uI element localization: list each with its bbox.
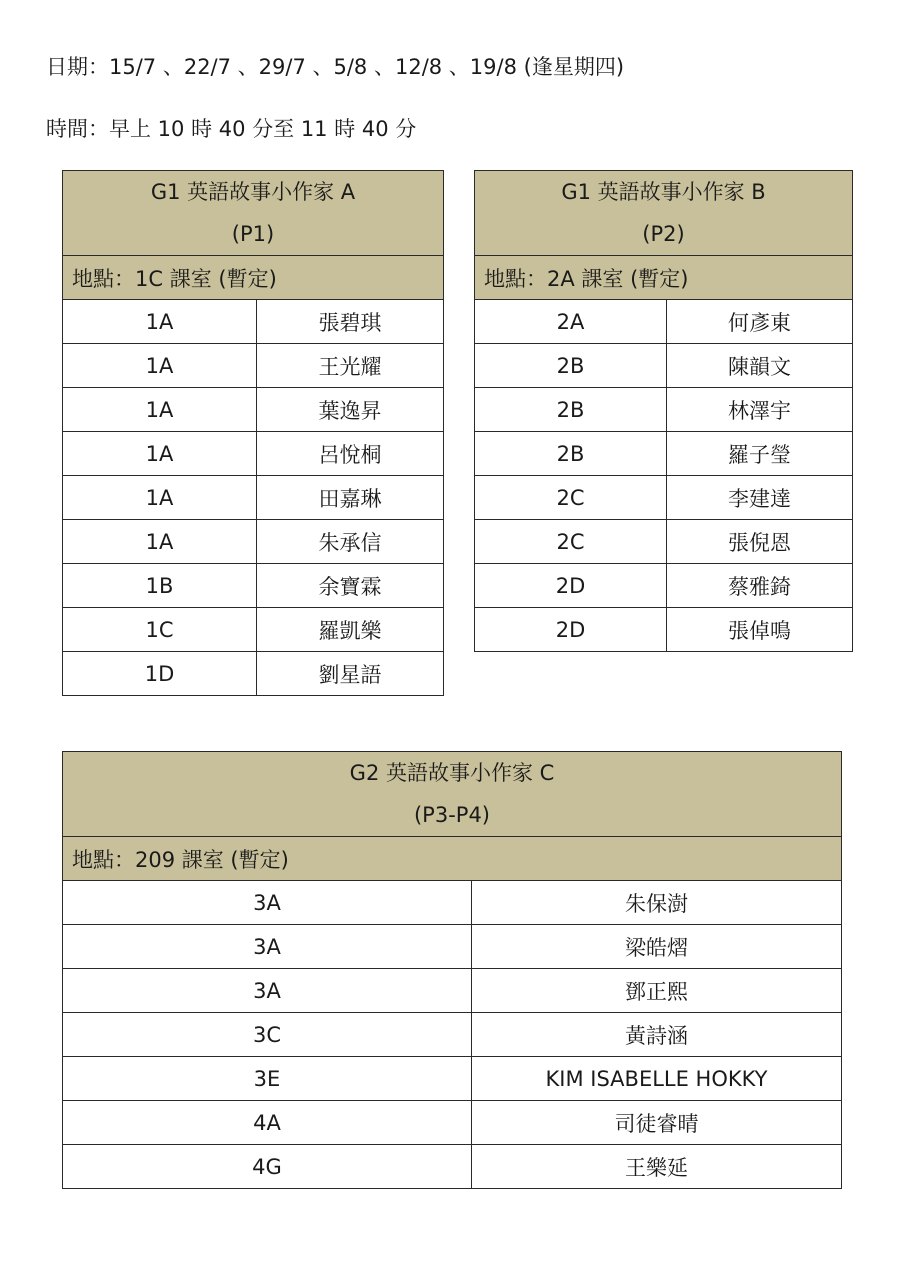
group-title: G1 英語故事小作家 B xyxy=(561,180,766,204)
student-class: 1B xyxy=(63,564,257,608)
student-row xyxy=(63,520,444,564)
group-level: (P2) xyxy=(642,222,685,246)
student-class: 1C xyxy=(63,608,257,652)
student-name: 蔡雅錡 xyxy=(667,564,853,608)
student-name: KIM ISABELLE HOKKY xyxy=(472,1057,842,1101)
student-row xyxy=(63,608,444,652)
student-name: 田嘉琳 xyxy=(257,476,444,520)
student-name: 鄧正熙 xyxy=(472,969,842,1013)
student-name: 司徒睿晴 xyxy=(472,1101,842,1145)
student-class: 3A xyxy=(63,881,472,925)
group-header xyxy=(63,752,842,837)
student-row xyxy=(475,300,853,344)
student-class: 3E xyxy=(63,1057,472,1101)
student-name: 李建達 xyxy=(667,476,853,520)
student-name: 朱保澍 xyxy=(472,881,842,925)
student-row xyxy=(63,432,444,476)
roster-table-b xyxy=(474,170,853,652)
student-row xyxy=(475,388,853,432)
student-row xyxy=(63,969,842,1013)
student-name: 張倬鳴 xyxy=(667,608,853,652)
student-class: 4G xyxy=(63,1145,472,1189)
student-name: 何彥東 xyxy=(667,300,853,344)
student-row xyxy=(63,1013,842,1057)
student-name: 朱承信 xyxy=(257,520,444,564)
student-name: 余寶霖 xyxy=(257,564,444,608)
student-class: 1A xyxy=(63,344,257,388)
student-row xyxy=(475,608,853,652)
student-class: 4A xyxy=(63,1101,472,1145)
student-name: 王樂延 xyxy=(472,1145,842,1189)
student-row xyxy=(63,344,444,388)
group-location: 地點：1C 課室 (暫定) xyxy=(63,256,444,300)
student-name: 王光耀 xyxy=(257,344,444,388)
student-class: 2A xyxy=(475,300,667,344)
student-class: 1A xyxy=(63,520,257,564)
student-name: 呂悅桐 xyxy=(257,432,444,476)
student-row xyxy=(63,1057,842,1101)
student-class: 2D xyxy=(475,608,667,652)
roster-table-c xyxy=(62,751,842,1189)
student-class: 1D xyxy=(63,652,257,696)
student-class: 3C xyxy=(63,1013,472,1057)
student-row xyxy=(475,520,853,564)
roster-table-a xyxy=(62,170,444,696)
student-row xyxy=(63,1145,842,1189)
schedule-dates: 日期：15/7 、22/7 、29/7 、5/8 、12/8 、19/8 (逢星期四) xyxy=(46,55,625,79)
student-row xyxy=(63,881,842,925)
student-row xyxy=(63,925,842,969)
student-row xyxy=(475,432,853,476)
student-class: 1A xyxy=(63,432,257,476)
student-class: 1A xyxy=(63,300,257,344)
schedule-time: 時間：早上 10 時 40 分至 11 時 40 分 xyxy=(46,117,417,141)
student-row xyxy=(63,300,444,344)
student-name: 羅凱樂 xyxy=(257,608,444,652)
student-name: 黃詩涵 xyxy=(472,1013,842,1057)
student-class: 2B xyxy=(475,432,667,476)
student-name: 陳韻文 xyxy=(667,344,853,388)
group-header xyxy=(63,171,444,256)
student-row xyxy=(63,652,444,696)
student-class: 3A xyxy=(63,969,472,1013)
group-location: 地點：209 課室 (暫定) xyxy=(63,837,842,881)
student-row xyxy=(63,564,444,608)
student-name: 羅子瑩 xyxy=(667,432,853,476)
student-row xyxy=(475,476,853,520)
student-name: 張碧琪 xyxy=(257,300,444,344)
student-class: 3A xyxy=(63,925,472,969)
student-row xyxy=(475,564,853,608)
student-class: 1A xyxy=(63,388,257,432)
group-header xyxy=(475,171,853,256)
student-row xyxy=(63,476,444,520)
group-level: (P3-P4) xyxy=(413,803,490,827)
student-class: 2C xyxy=(475,520,667,564)
student-name: 葉逸昇 xyxy=(257,388,444,432)
student-row xyxy=(63,388,444,432)
student-row xyxy=(63,1101,842,1145)
group-title: G1 英語故事小作家 A xyxy=(150,180,356,204)
student-name: 張倪恩 xyxy=(667,520,853,564)
group-title: G2 英語故事小作家 C xyxy=(349,761,555,785)
student-class: 2C xyxy=(475,476,667,520)
student-name: 林澤宇 xyxy=(667,388,853,432)
student-row xyxy=(475,344,853,388)
student-class: 1A xyxy=(63,476,257,520)
student-name: 劉星語 xyxy=(257,652,444,696)
student-name: 梁皓熠 xyxy=(472,925,842,969)
group-location: 地點：2A 課室 (暫定) xyxy=(475,256,853,300)
student-class: 2B xyxy=(475,344,667,388)
student-class: 2B xyxy=(475,388,667,432)
group-level: (P1) xyxy=(231,222,275,246)
student-class: 2D xyxy=(475,564,667,608)
